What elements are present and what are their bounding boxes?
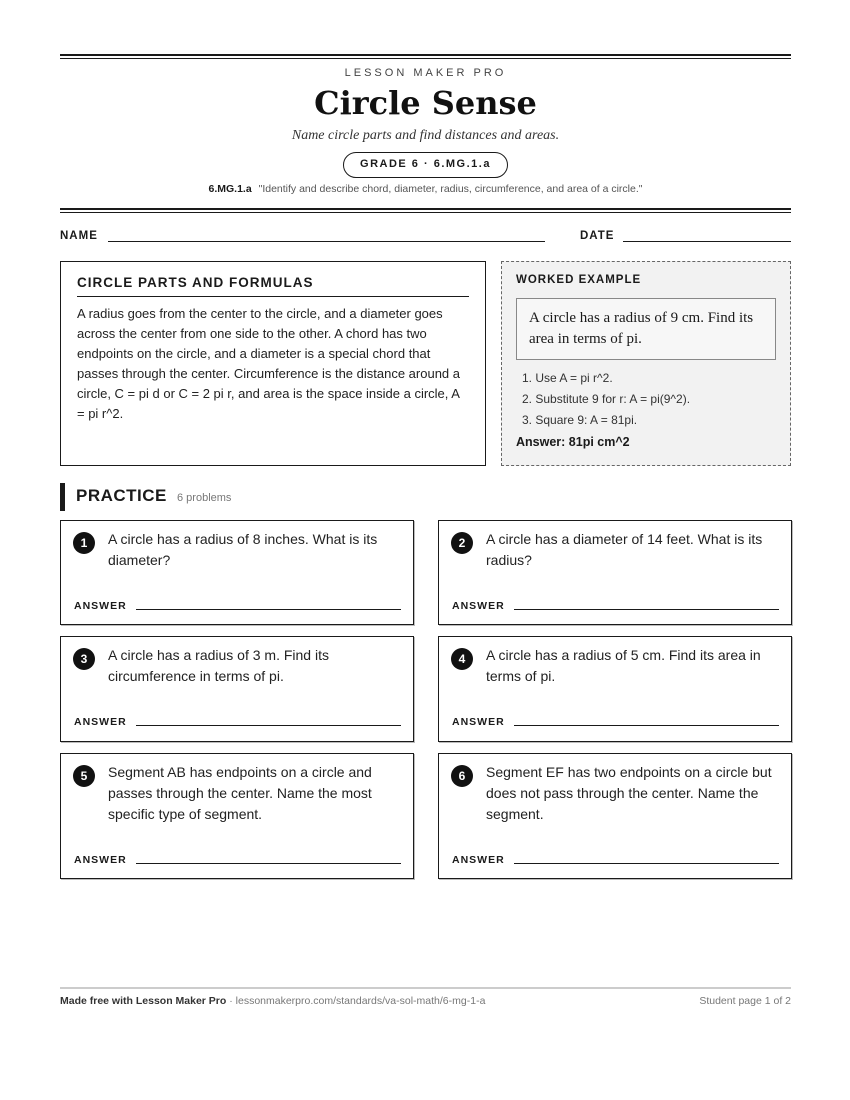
- footer-url-link[interactable]: · lessonmakerpro.com/standards/va-sol-math/6-mg-1-a: [226, 995, 486, 1007]
- problem-question: Segment AB has endpoints on a circle and passes through the center. Name the most specific type of segment.: [108, 764, 372, 822]
- formulas-panel: [60, 261, 486, 466]
- footer-credit: [60, 995, 485, 1007]
- footer-page-number: Student page 1 of 2: [699, 995, 791, 1007]
- answer-field[interactable]: [136, 863, 401, 864]
- formulas-title: CIRCLE PARTS AND FORMULAS: [77, 275, 469, 297]
- answer-field[interactable]: [514, 609, 779, 610]
- name-field[interactable]: [108, 241, 545, 242]
- problem-card-6: [438, 753, 792, 879]
- problem-card-5: [60, 753, 414, 879]
- worked-example-panel: [501, 261, 791, 466]
- problem-number-badge: 3: [73, 648, 95, 670]
- worked-example-problem: A circle has a radius of 9 cm. Find its area in terms of pi.: [516, 298, 776, 360]
- date-label: DATE: [580, 230, 615, 242]
- brand-name: LESSON MAKER PRO: [344, 67, 507, 79]
- problem-number-badge: 2: [451, 532, 473, 554]
- answer-field[interactable]: [136, 725, 401, 726]
- answer-label: ANSWER: [452, 600, 505, 612]
- name-label: NAME: [60, 230, 98, 242]
- header-bottom-rule: [60, 208, 791, 213]
- problem-card-4: [438, 636, 792, 742]
- worksheet-page: [60, 0, 791, 1100]
- answer-label: ANSWER: [452, 854, 505, 866]
- standard-code: 6.MG.1.a: [208, 183, 252, 195]
- worked-example-step: 1. Use A = pi r^2.: [522, 371, 613, 385]
- worksheet-title: Circle Sense: [314, 84, 537, 122]
- header-top-rule: [60, 54, 791, 59]
- problem-card-1: [60, 520, 414, 625]
- date-field[interactable]: [623, 241, 791, 242]
- problem-card-2: [438, 520, 792, 625]
- answer-label: ANSWER: [74, 600, 127, 612]
- worksheet-subtitle: Name circle parts and find distances and areas.: [291, 128, 560, 143]
- problem-number-badge: 1: [73, 532, 95, 554]
- problem-question: A circle has a diameter of 14 feet. What is its radius?: [486, 531, 763, 568]
- practice-accent-bar: [60, 483, 65, 511]
- standard-description: [60, 183, 791, 195]
- problem-question: A circle has a radius of 8 inches. What is its diameter?: [108, 531, 378, 568]
- worked-example-steps: [516, 368, 776, 431]
- footer-made-with: Made free with Lesson Maker Pro: [60, 995, 227, 1007]
- problem-question: A circle has a radius of 3 m. Find its circumference in terms of pi.: [108, 647, 329, 684]
- answer-field[interactable]: [514, 863, 779, 864]
- practice-count: 6 problems: [177, 492, 232, 504]
- problem-number-badge: 4: [451, 648, 473, 670]
- grade-badge: GRADE 6 · 6.MG.1.a: [343, 152, 508, 178]
- answer-label: ANSWER: [452, 716, 505, 728]
- answer-field[interactable]: [514, 725, 779, 726]
- problem-question: Segment EF has two endpoints on a circle but does not pass through the center. Name the segment.: [486, 764, 772, 822]
- problem-card-3: [60, 636, 414, 742]
- worked-example-step: 3. Square 9: A = 81pi.: [522, 413, 638, 427]
- answer-field[interactable]: [136, 609, 401, 610]
- problem-question: A circle has a radius of 5 cm. Find its area in terms of pi.: [486, 647, 761, 684]
- answer-label: ANSWER: [74, 716, 127, 728]
- answer-label: ANSWER: [74, 854, 127, 866]
- footer-rule: [60, 987, 791, 989]
- worked-example-step: 2. Substitute 9 for r: A = pi(9^2).: [522, 392, 691, 406]
- standard-text: "Identify and describe chord, diameter, radius, circumference, and area of a circle.": [258, 183, 643, 195]
- problem-number-badge: 6: [451, 765, 473, 787]
- worked-example-answer: Answer: 81pi cm^2: [516, 435, 630, 449]
- formulas-body: A radius goes from the center to the circle, and a diameter goes across the center from one side to the other. A chord has two endpoints on the circle, and a diameter is a special chord that passes through the center. Circumference is the distance around a circle, C = pi d or C = 2 pi r, and area is the space inside a circle, A = pi r^2.: [77, 306, 460, 421]
- practice-title: PRACTICE: [76, 486, 167, 505]
- worked-example-title: WORKED EXAMPLE: [516, 274, 642, 286]
- problem-number-badge: 5: [73, 765, 95, 787]
